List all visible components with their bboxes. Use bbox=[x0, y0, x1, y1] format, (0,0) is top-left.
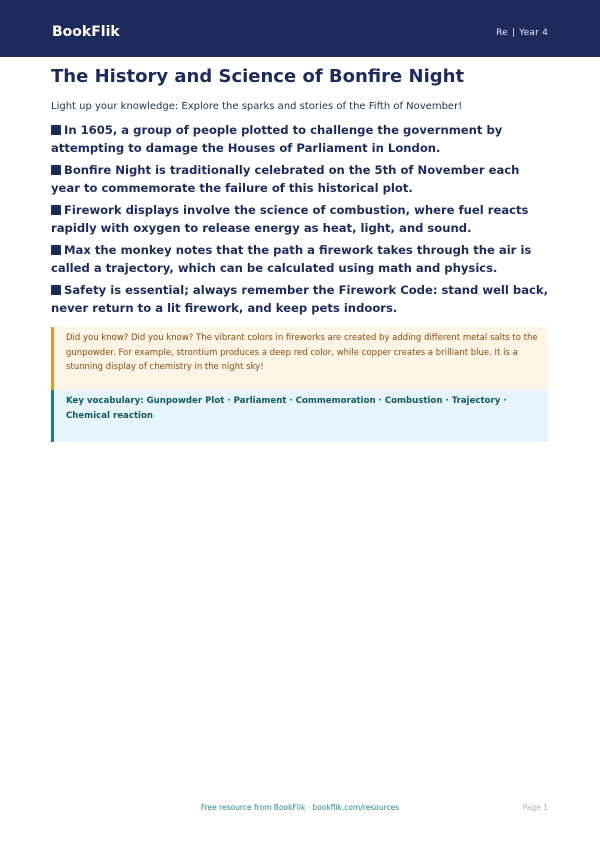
list-item bbox=[51, 281, 551, 317]
list-item-text: Max the monkey notes that the path a firework takes through the air is called a trajectory, which can be calculated using math and physics. bbox=[51, 243, 532, 275]
page-title: The History and Science of Bonfire Night bbox=[51, 66, 465, 87]
list-item bbox=[51, 161, 551, 197]
key-vocabulary-box bbox=[51, 390, 548, 442]
page-header bbox=[0, 0, 600, 57]
meta-separator: | bbox=[511, 28, 516, 38]
list-item bbox=[51, 241, 551, 277]
year-label: Year 4 bbox=[519, 28, 548, 38]
list-item bbox=[51, 201, 551, 237]
key-points-list bbox=[51, 121, 551, 321]
key-vocabulary-text: Key vocabulary: Gunpowder Plot · Parliament · Commemoration · Combustion · Trajectory · Chemical reaction bbox=[66, 396, 507, 421]
list-item-text: In 1605, a group of people plotted to challenge the government by attempting to damage the Houses of Parliament in London. bbox=[51, 123, 503, 155]
list-item-text: Safety is essential; always remember the Firework Code: stand well back, never return to a lit firework, and keep pets indoors. bbox=[51, 283, 549, 315]
square-bullet-icon bbox=[51, 285, 61, 295]
header-meta bbox=[496, 27, 548, 39]
subject-label: Re bbox=[496, 28, 508, 38]
square-bullet-icon bbox=[51, 165, 61, 175]
square-bullet-icon bbox=[51, 245, 61, 255]
list-item-text: Firework displays involve the science of combustion, where fuel reacts rapidly with oxygen to release energy as heat, light, and sound. bbox=[51, 203, 529, 235]
did-you-know-text: Did you know? Did you know? The vibrant colors in fireworks are created by adding different metal salts to the gunpowder. For example, strontium produces a deep red color, while copper creates a brilliant blue. It is a stunning display of chemistry in the night sky! bbox=[66, 333, 538, 372]
brand-logo-text[interactable]: BookFlik bbox=[52, 24, 120, 40]
square-bullet-icon bbox=[51, 205, 61, 215]
did-you-know-box bbox=[51, 327, 548, 390]
list-item-text: Bonfire Night is traditionally celebrated on the 5th of November each year to commemorate the failure of this historical plot. bbox=[51, 163, 520, 195]
square-bullet-icon bbox=[51, 125, 61, 135]
list-item bbox=[51, 121, 551, 157]
footer-resource-link[interactable]: Free resource from BookFlik · bookflik.com/resources bbox=[200, 803, 400, 812]
page-number: Page 1 bbox=[522, 803, 548, 812]
intro-text: Light up your knowledge: Explore the sparks and stories of the Fifth of November! bbox=[51, 101, 463, 112]
